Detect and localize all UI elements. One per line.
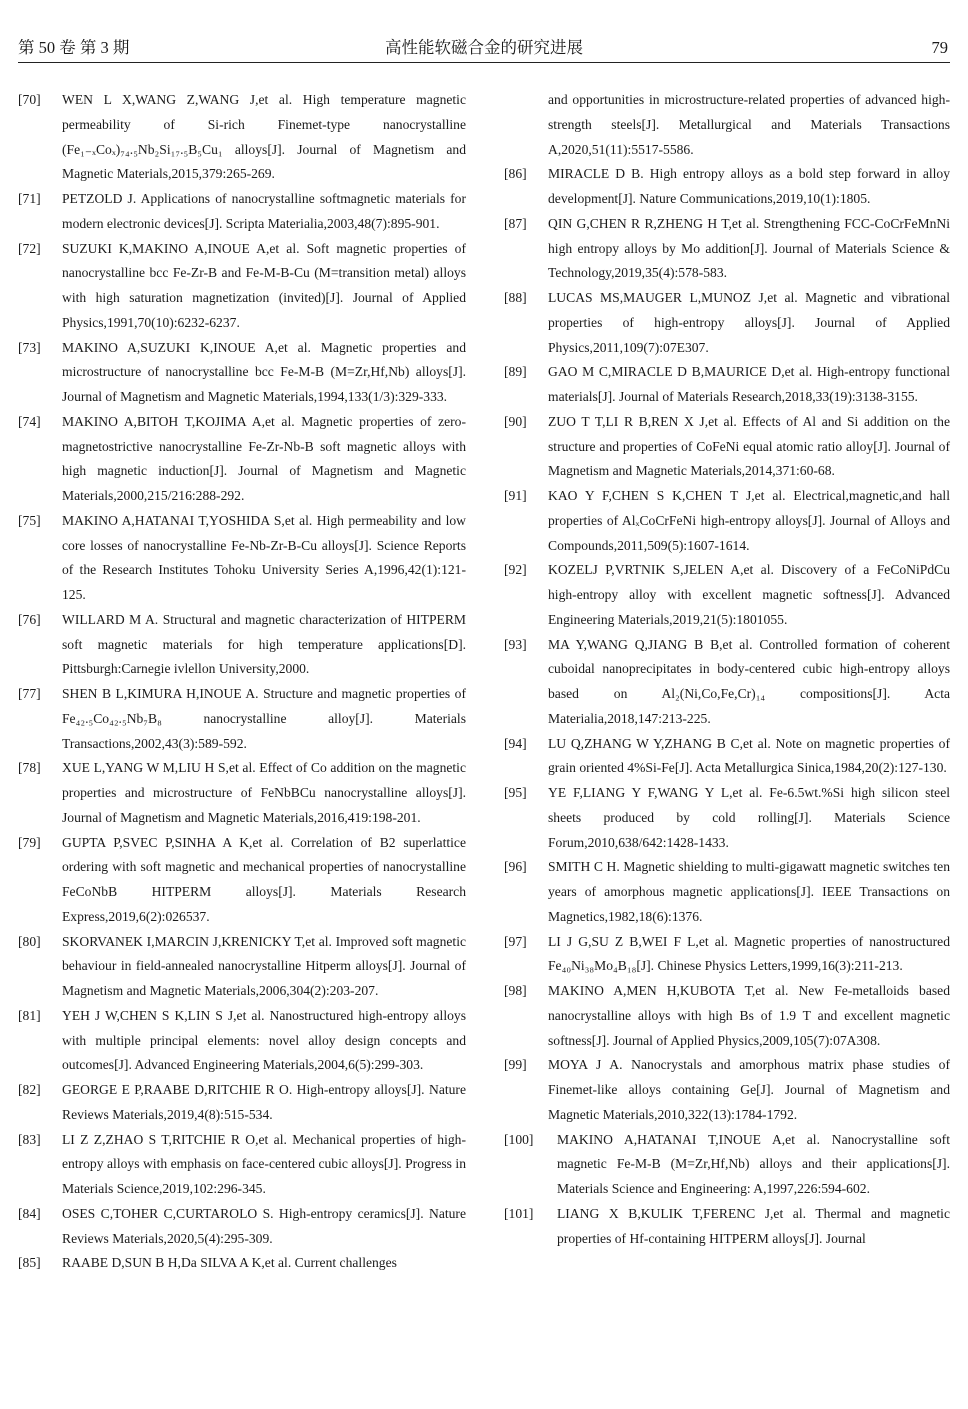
reference-number: [85] [18, 1255, 41, 1271]
page-number: 79 [931, 38, 948, 57]
reference-text: MAKINO A,HATANAI T,YOSHIDA S,et al. High permeability and low core losses of nanocrystalline Fe-Nb-Zr-B-Cu alloys[J]. Science Reports of the Research Institutes Tohoku University Series A,1996,42(1):121-125. [62, 512, 466, 602]
reference-entry [18, 682, 466, 756]
reference-number: [93] [504, 636, 527, 652]
reference-number: [101] [504, 1205, 534, 1221]
reference-entry [18, 1251, 466, 1276]
reference-entry [504, 855, 950, 929]
reference-entry [18, 410, 466, 509]
reference-entry [18, 1078, 466, 1128]
reference-text: RAABE D,SUN B H,Da SILVA A K,et al. Current challenges [62, 1255, 397, 1271]
reference-entry [504, 1128, 950, 1202]
reference-number: [99] [504, 1057, 527, 1073]
reference-number: [96] [504, 859, 527, 875]
reference-entry [504, 930, 950, 980]
reference-number: [79] [18, 834, 41, 850]
reference-entry [18, 1128, 466, 1202]
reference-text: ZUO T T,LI R B,REN X J,et al. Effects of Al and Si addition on the structure and properties of CoFeNi equal atomic ratio alloy[J]. Journal of Magnetism and Magnetic Materials,2014,371:60-68. [548, 413, 950, 479]
reference-entry [504, 212, 950, 286]
reference-text: SHEN B L,KIMURA H,INOUE A. Structure and magnetic properties of Fe₄₂.₅Co₄₂.₅Nb₇B₈ nanocrystalline alloy[J]. Materials Transactions,2002,43(3):589-592. [62, 686, 466, 751]
reference-entry [504, 162, 950, 212]
reference-text: PETZOLD J. Applications of nanocrystalline softmagnetic materials for modern electronic devices[J]. Scripta Materialia,2003,48(7):895-901. [62, 191, 466, 231]
reference-text: WILLARD M A. Structural and magnetic characterization of HITPERM soft magnetic materials for high temperature applications[D]. Pittsburgh:Carnegie ivlellon University,2000. [62, 611, 466, 677]
article-running-title: 高性能软磁合金的研究进展 [385, 38, 583, 57]
reference-text: WEN L X,WANG Z,WANG J,et al. High temperature magnetic permeability of Si-rich Finemet-type nanocrystalline (Fe₁₋ₓCoₓ)₇₄.₅Nb₂Si₁₇.₅B₅Cu₁ alloys[J]. Journal of Magnetism and Magnetic Materials,2015,379:265-269. [62, 92, 466, 182]
reference-entry [504, 558, 950, 632]
reference-number: [92] [504, 562, 527, 578]
reference-text: LI J G,SU Z B,WEI F L,et al. Magnetic properties of nanostructured Fe₄₀Ni₃₈Mo₄B₁₈[J]. Chinese Physics Letters,1999,16(3):211-213. [548, 933, 950, 974]
reference-text: KOZELJ P,VRTNIK S,JELEN A,et al. Discovery of a FeCoNiPdCu high-entropy alloy with excellent magnetic softness[J]. Advanced Engineering Materials,2019,21(5):1801055. [548, 562, 950, 627]
reference-number: [72] [18, 240, 41, 256]
reference-text: SUZUKI K,MAKINO A,INOUE A,et al. Soft magnetic properties of nanocrystalline bcc Fe-Zr-B and Fe-M-B-Cu (M=transition metal) alloys with high saturation magnetization (invited)[J]. Journal of Applied Physics,1991,70(10):6232-6237. [62, 240, 466, 330]
running-header [18, 36, 950, 63]
reference-text: GEORGE E P,RAABE D,RITCHIE R O. High-entropy alloys[J]. Nature Reviews Materials,2019,4(8):515-534. [62, 1082, 466, 1122]
reference-number: [91] [504, 488, 527, 503]
journal-volume-issue: 第 50 卷 第 3 期 [18, 38, 130, 57]
reference-number: [74] [18, 413, 41, 429]
reference-text: XUE L,YANG W M,LIU H S,et al. Effect of Co addition on the magnetic properties and microstructure of FeNbBCu nanocrystalline alloys[J]. Journal of Magnetism and Magnetic Materials,2016,419:198-201. [62, 760, 466, 825]
reference-number: [87] [504, 215, 527, 231]
reference-text: QIN G,CHEN R R,ZHENG H T,et al. Strengthening FCC-CoCrFeMnNi high entropy alloys by Mo addition[J]. Journal of Materials Science & Technology,2019,35(4):578-583. [548, 215, 950, 281]
reference-number: [75] [18, 512, 41, 528]
reference-number: [71] [18, 191, 41, 206]
reference-number: [86] [504, 166, 527, 182]
reference-entry [504, 732, 950, 782]
reference-entry [504, 1053, 950, 1127]
reference-number: [80] [18, 933, 41, 949]
reference-column-right [504, 88, 950, 1251]
reference-number: [82] [18, 1082, 41, 1097]
reference-text: and opportunities in microstructure-related properties of advanced high-strength steels[J]. Metallurgical and Materials Transactions A,2020,51(11):5517-5586. [548, 92, 950, 157]
reference-number: [70] [18, 92, 41, 107]
reference-entry [18, 756, 466, 830]
reference-text: MIRACLE D B. High entropy alloys as a bold step forward in alloy development[J]. Nature Communications,2019,10(1):1805. [548, 166, 950, 206]
reference-entry [18, 831, 466, 930]
reference-entry [18, 509, 466, 608]
reference-entry [18, 88, 466, 187]
reference-text: MAKINO A,SUZUKI K,INOUE A,et al. Magnetic properties and microstructure of nanocrystalline bcc Fe-M-B (M=Zr,Hf,Nb) alloys[J]. Journal of Magnetism and Magnetic Materials,1994,133(1/3):329-333. [62, 339, 466, 404]
reference-entry [504, 781, 950, 855]
reference-number: [88] [504, 290, 527, 305]
reference-entry [18, 608, 466, 682]
reference-text: LU Q,ZHANG W Y,ZHANG B C,et al. Note on magnetic properties of grain oriented 4%Si-Fe[J]. Acta Metallurgica Sinica,1984,20(2):127-130. [548, 735, 950, 776]
reference-entry [504, 360, 950, 410]
reference-number: [78] [18, 760, 41, 776]
reference-text: MOYA J A. Nanocrystals and amorphous matrix phase studies of Finemet-like alloys containing Ge[J]. Journal of Magnetism and Magnetic Materials,2010,322(13):1784-1792. [548, 1057, 950, 1122]
reference-number: [77] [18, 686, 41, 701]
reference-number: [98] [504, 983, 527, 998]
reference-number: [100] [504, 1131, 534, 1147]
reference-number: [90] [504, 413, 527, 429]
reference-entry [18, 1202, 466, 1252]
reference-entry [18, 1004, 466, 1078]
reference-text: YE F,LIANG Y F,WANG Y L,et al. Fe-6.5wt.%Si high silicon steel sheets produced by cold rolling[J]. Materials Science Forum,2010,638/642:1428-1433. [548, 785, 950, 850]
reference-number: [76] [18, 611, 41, 627]
reference-entry [18, 930, 466, 1004]
reference-text: KAO Y F,CHEN S K,CHEN T J,et al. Electrical,magnetic,and hall properties of AlₓCoCrFeNi high-entropy alloys[J]. Journal of Alloys and Compounds,2011,509(5):1607-1614. [548, 488, 950, 553]
reference-entry [504, 979, 950, 1053]
reference-text: MAKINO A,MEN H,KUBOTA T,et al. New Fe-metalloids based nanocrystalline alloys with high Bs of 1.9 T and excellent magnetic softness[J]. Journal of Applied Physics,2009,105(7):07A308. [548, 983, 950, 1048]
reference-entry [18, 336, 466, 410]
reference-entry [18, 187, 466, 237]
reference-text: SKORVANEK I,MARCIN J,KRENICKY T,et al. Improved soft magnetic behaviour in field-annealed nanocrystalline Hitperm alloys[J]. Journal of Magnetism and Magnetic Materials,2006,304(2):203-207. [62, 933, 466, 998]
reference-entry [504, 286, 950, 360]
reference-number: [94] [504, 735, 527, 751]
reference-text: LI Z Z,ZHAO S T,RITCHIE R O,et al. Mechanical properties of high-entropy alloys with emphasis on face-centered cubic alloys[J]. Progress in Materials Science,2019,102:296-345. [62, 1131, 466, 1196]
reference-text: LUCAS MS,MAUGER L,MUNOZ J,et al. Magnetic and vibrational properties of high-entropy alloys[J]. Journal of Applied Physics,2011,109(7):07E307. [548, 290, 950, 355]
reference-text: SMITH C H. Magnetic shielding to multi-gigawatt magnetic switches ten years of amorphous magnetic applications[J]. IEEE Transactions on Magnetics,1982,18(6):1376. [548, 859, 950, 924]
reference-text: MA Y,WANG Q,JIANG B B,et al. Controlled formation of coherent cuboidal nanoprecipitates in body-centered cubic high-entropy alloys based on Al₂(Ni,Co,Fe,Cr)₁₄ compositions[J]. Acta Materialia,2018,147:213-225. [548, 636, 950, 726]
reference-entry [504, 88, 950, 162]
reference-entry [504, 484, 950, 558]
reference-number: [89] [504, 364, 527, 380]
reference-text: GUPTA P,SVEC P,SINHA A K,et al. Correlation of B2 superlattice ordering with soft magnetic and mechanical properties of nanocrystalline FeCoNbB HITPERM alloys[J]. Materials Research Express,2019,6(2):026537. [62, 834, 466, 924]
reference-number: [84] [18, 1205, 41, 1221]
reference-text: YEH J W,CHEN S K,LIN S J,et al. Nanostructured high-entropy alloys with multiple principal elements: novel alloy design concepts and outcomes[J]. Advanced Engineering Materials,2004,6(5):299-303. [62, 1007, 466, 1073]
reference-column-left [18, 88, 466, 1276]
reference-text: MAKINO A,HATANAI T,INOUE A,et al. Nanocrystalline soft magnetic Fe-M-B (M=Zr,Hf,Nb) alloys and their applications[J]. Materials Science and Engineering: A,1997,226:594-602. [557, 1131, 950, 1196]
reference-number: [73] [18, 339, 41, 355]
reference-number: [83] [18, 1131, 41, 1147]
reference-entry [504, 410, 950, 484]
reference-number: [95] [504, 785, 527, 800]
reference-entry [504, 633, 950, 732]
reference-number: [97] [504, 933, 527, 949]
reference-number: [81] [18, 1007, 41, 1023]
reference-text: OSES C,TOHER C,CURTAROLO S. High-entropy ceramics[J]. Nature Reviews Materials,2020,5(4):295-309. [62, 1205, 466, 1246]
reference-text: MAKINO A,BITOH T,KOJIMA A,et al. Magnetic properties of zero-magnetostrictive nanocrystalline Fe-Zr-Nb-B soft magnetic alloys with high magnetic induction[J]. Journal of Magnetism and Magnetic Materials,2000,215/216:288-292. [62, 413, 466, 503]
reference-text: LIANG X B,KULIK T,FERENC J,et al. Thermal and magnetic properties of Hf-containing HITPERM alloys[J]. Journal [557, 1205, 950, 1246]
reference-text: GAO M C,MIRACLE D B,MAURICE D,et al. High-entropy functional materials[J]. Journal of Materials Research,2018,33(19):3138-3155. [548, 364, 950, 404]
reference-entry [18, 237, 466, 336]
reference-entry [504, 1202, 950, 1252]
